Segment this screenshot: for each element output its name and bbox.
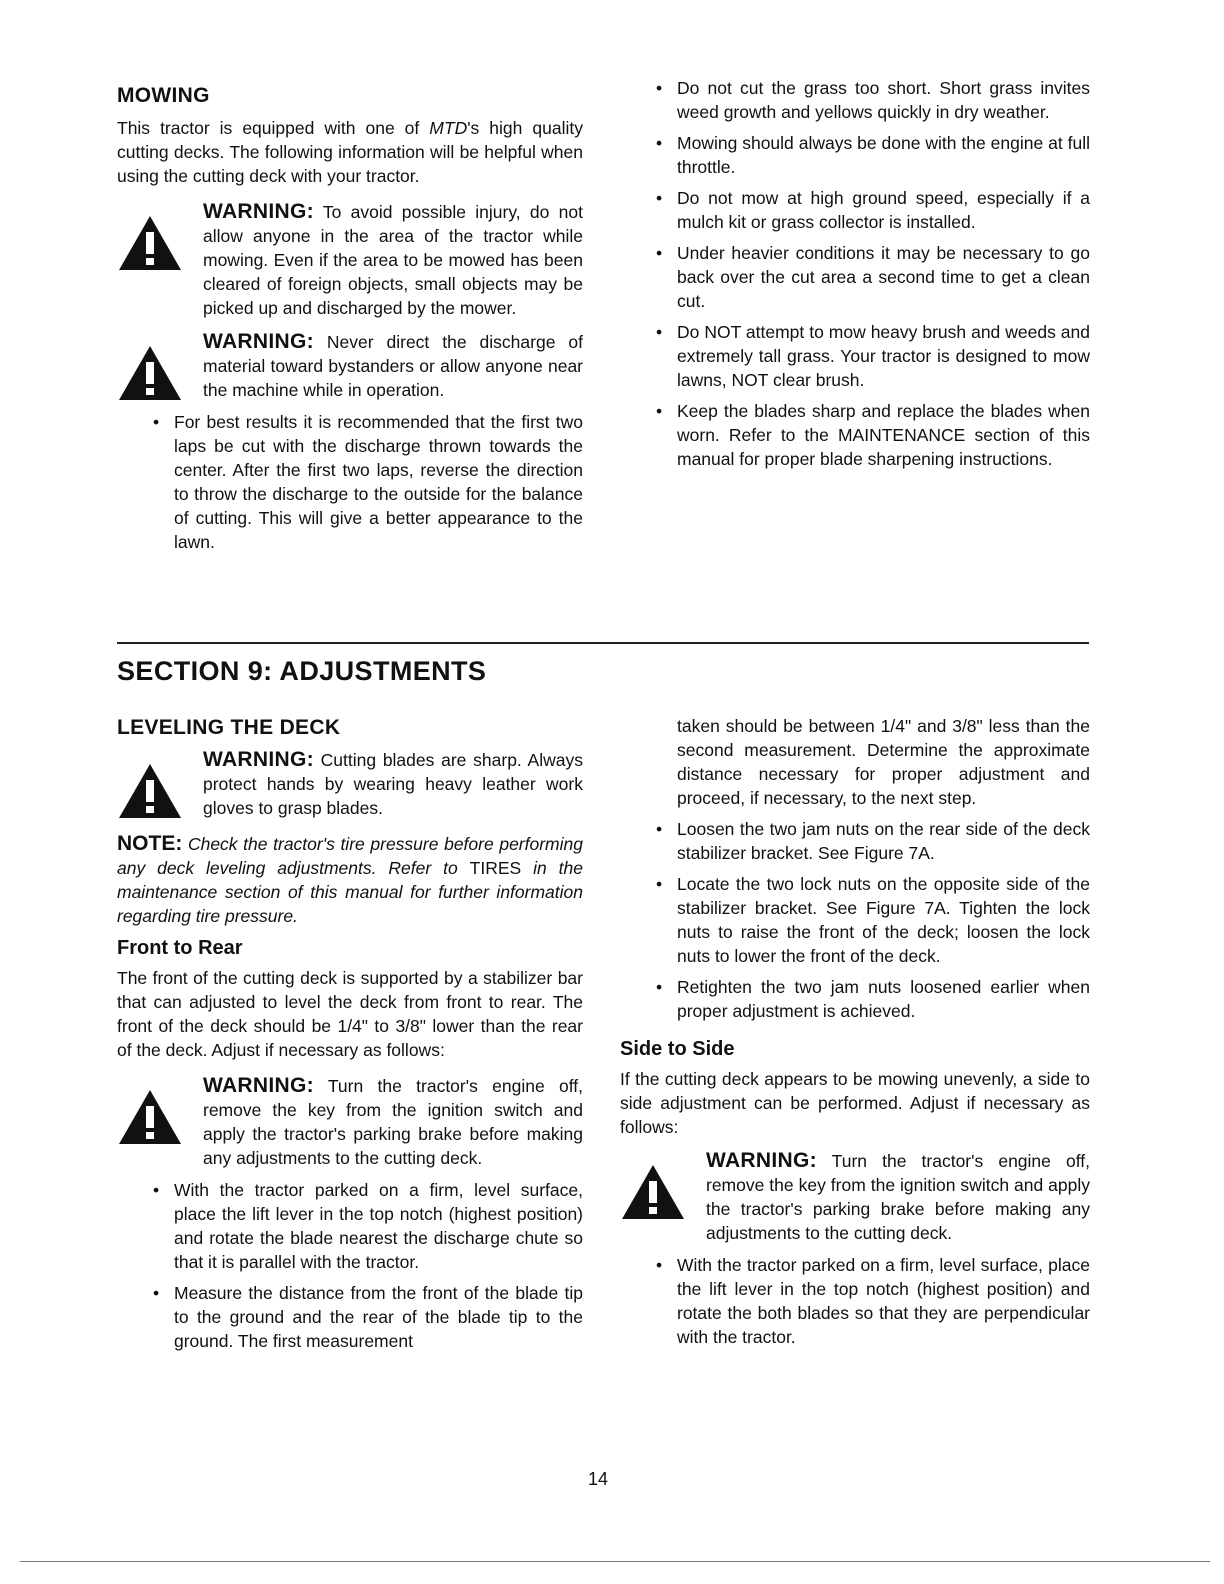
leveling-left-column	[117, 716, 583, 1353]
mowing-left-column	[117, 84, 583, 554]
warning-text: Turn the tractor's engine off, remove the key from the ignition switch and apply the tractor's parking brake before making any adjustments to the cutting deck.	[203, 1076, 583, 1168]
warning-text: Never direct the discharge of material toward bystanders or allow anyone near the machine while in operation.	[203, 332, 583, 400]
list-item: • Under heavier conditions it may be necessary to go back over the cut area a second time to get a clean cut.	[620, 241, 1090, 313]
front-to-rear-paragraph: The front of the cutting deck is supported by a stabilizer bar that can adjusted to level the deck from front to rear. The front of the deck should be 1/4" to 3/8" lower than the rear of the deck. Adjust if necessary as follows:	[117, 968, 583, 1060]
warning-label: WARNING:	[203, 748, 314, 771]
side-to-side-heading: Side to Side	[620, 1038, 735, 1060]
leveling-warning	[117, 748, 583, 820]
section-divider	[117, 642, 1089, 644]
front-to-rear-heading: Front to Rear	[117, 937, 243, 959]
list-item: • Do not cut the grass too short. Short grass invites weed growth and yellows quickly in dry weather.	[620, 76, 1090, 124]
list-item: • Do NOT attempt to mow heavy brush and weeds and extremely tall grass. Your tractor is designed to mow lawns, NOT clear brush.	[620, 320, 1090, 392]
list-item: • Retighten the two jam nuts loosened earlier when proper adjustment is achieved.	[620, 975, 1090, 1023]
side-to-side-paragraph: If the cutting deck appears to be mowing unevenly, a side to side adjustment can be performed. Adjust if necessary as follows:	[620, 1069, 1090, 1137]
warning-label: WARNING:	[203, 1074, 314, 1097]
warning-label: WARNING:	[706, 1149, 817, 1172]
mowing-warning-2	[117, 330, 583, 402]
note-label: NOTE:	[117, 832, 183, 855]
mowing-intro: This tractor is equipped with one of MTD's high quality cutting decks. The following information will be helpful when using the cutting deck with your tractor.	[117, 118, 583, 186]
page-bottom-rule	[20, 1561, 1210, 1562]
mowing-heading: MOWING	[117, 84, 210, 107]
page-number: 14	[588, 1469, 609, 1489]
list-item: • Locate the two lock nuts on the opposite side of the stabilizer bracket. See Figure 7A. Tighten the lock nuts to raise the front of the deck; loosen the lock nuts to lower the front of the deck.	[620, 872, 1090, 968]
list-item: • Mowing should always be done with the engine at full throttle.	[620, 131, 1090, 179]
warning-text: Cutting blades are sharp. Always protect hands by wearing heavy leather work gloves to grasp blades.	[203, 750, 583, 818]
warning-label: WARNING:	[203, 330, 314, 353]
list-item: • Measure the distance from the front of the blade tip to the ground and the rear of the blade tip to the ground. The first measurement	[117, 1281, 583, 1353]
section-title: SECTION 9: ADJUSTMENTS	[117, 656, 487, 686]
list-item: • Keep the blades sharp and replace the blades when worn. Refer to the MAINTENANCE section of this manual for proper blade sharpening instructions.	[620, 399, 1090, 471]
warning-text: To avoid possible injury, do not allow anyone in the area of the tractor while mowing. Even if the area to be mowed has been cleared of foreign objects, small objects may be picked up and discharged by the mower.	[203, 202, 583, 318]
tire-pressure-note: NOTE: Check the tractor's tire pressure before performing any deck leveling adjustments. Refer to TIRES in the maintenance section of this manual for further information regarding tire pressure.	[117, 832, 583, 926]
list-item: • With the tractor parked on a firm, level surface, place the lift lever in the top notch (highest position) and rotate the both blades so that they are perpendicular with the tractor.	[620, 1253, 1090, 1349]
warning-text: Turn the tractor's engine off, remove the key from the ignition switch and apply the tractor's parking brake before making any adjustments to the cutting deck.	[706, 1151, 1090, 1243]
warning-triangle-icon	[117, 214, 183, 272]
warning-triangle-icon	[117, 1088, 183, 1146]
warning-triangle-icon	[620, 1163, 686, 1221]
list-item: • Do not mow at high ground speed, especially if a mulch kit or grass collector is installed.	[620, 186, 1090, 234]
front-to-rear-warning	[117, 1074, 583, 1170]
warning-triangle-icon	[117, 762, 183, 820]
continuation-paragraph: taken should be between 1/4" and 3/8" less than the second measurement. Determine the approximate distance necessary for proper adjustment and proceed, if necessary, to the next step.	[677, 716, 1090, 808]
mowing-right-column	[620, 76, 1090, 471]
leveling-heading: LEVELING THE DECK	[117, 716, 341, 739]
warning-label: WARNING:	[203, 200, 314, 223]
mowing-warning-1	[117, 200, 583, 320]
leveling-right-column	[620, 714, 1090, 1349]
list-item: • With the tractor parked on a firm, level surface, place the lift lever in the top notch (highest position) and rotate the blade nearest the discharge chute so that it is parallel with the tractor.	[117, 1178, 583, 1274]
list-item: • Loosen the two jam nuts on the rear side of the deck stabilizer bracket. See Figure 7A.	[620, 817, 1090, 865]
side-to-side-warning	[620, 1149, 1090, 1245]
warning-triangle-icon	[117, 344, 183, 402]
list-item: • For best results it is recommended that the first two laps be cut with the discharge thrown towards the center. After the first two laps, reverse the direction to throw the discharge to the outside for the balance of cutting. This will give a better appearance to the lawn.	[117, 410, 583, 554]
